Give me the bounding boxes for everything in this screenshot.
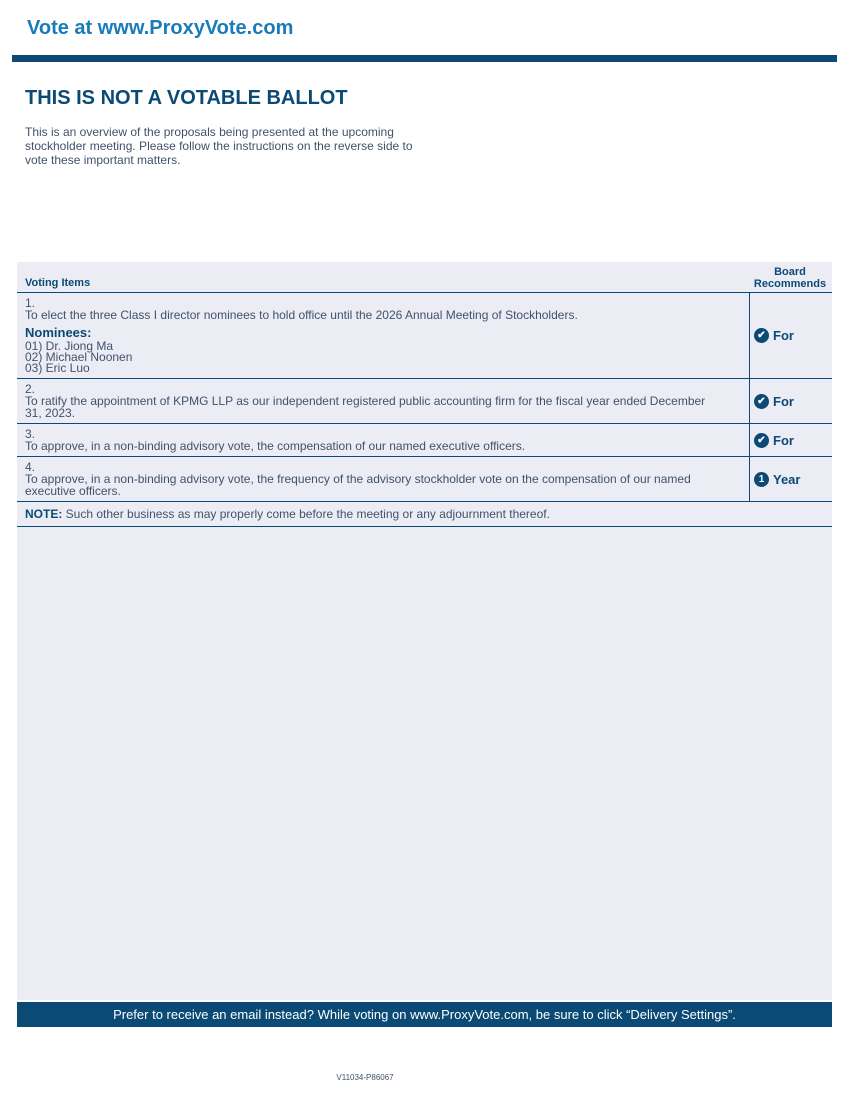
item-text: To elect the three Class I director nominees to hold office until the 2026 Annual Meeting of Stockholders. xyxy=(25,308,578,322)
item-number: 3. xyxy=(25,427,36,441)
voting-items-header: Voting Items xyxy=(25,277,91,289)
number-one-circle-icon: 1 xyxy=(754,472,769,487)
board-recommendation xyxy=(749,293,832,378)
recommendation-label: For xyxy=(773,328,794,343)
board-recommends-header xyxy=(748,266,832,290)
header-divider xyxy=(12,55,837,62)
nominee-3: 03) Eric Luo xyxy=(25,361,90,375)
board-recommendation xyxy=(749,379,832,423)
recommendation-label: For xyxy=(773,393,794,409)
item-number: 1. xyxy=(25,296,36,310)
check-circle-icon: ✔ xyxy=(754,328,769,343)
recommendation-label: For xyxy=(773,432,794,448)
email-delivery-banner xyxy=(17,1002,832,1027)
voting-item-1 xyxy=(17,292,832,378)
nominee-1: 01) Dr. Jiong Ma xyxy=(25,339,114,353)
nominees-label: Nominees: xyxy=(25,325,92,340)
board-recommendation xyxy=(749,457,832,501)
item-text: To ratify the appointment of KPMG LLP as our independent registered public accounting firm for the fiscal year ended December 31, 2023. xyxy=(25,394,706,420)
item-number: 4. xyxy=(25,460,36,474)
item-text: To approve, in a non-binding advisory vote, the frequency of the advisory stockholder vote on the compensation of our named executive officers. xyxy=(25,472,691,498)
board-recommends-line-1: Board xyxy=(774,266,806,278)
nominee-2: 02) Michael Noonen xyxy=(25,350,133,364)
item-number: 2. xyxy=(25,382,36,396)
voting-item-2 xyxy=(17,378,832,423)
page-title: THIS IS NOT A VOTABLE BALLOT xyxy=(25,87,348,109)
check-circle-icon: ✔ xyxy=(754,394,769,409)
proxyvote-link[interactable]: Vote at www.ProxyVote.com xyxy=(27,17,294,39)
board-recommends-line-2: Recommends xyxy=(753,278,827,290)
note-row xyxy=(17,501,832,527)
item-text: To approve, in a non-binding advisory vote, the compensation of our named executive officers. xyxy=(25,439,526,453)
voting-items-panel xyxy=(17,262,832,1000)
check-circle-icon: ✔ xyxy=(754,433,769,448)
note-label: NOTE: xyxy=(25,507,63,521)
document-code: V11034-P86067 xyxy=(336,1073,394,1082)
recommendation-label: Year xyxy=(773,471,801,487)
note-text: Such other business as may properly come before the meeting or any adjournment thereof. xyxy=(62,507,550,521)
voting-item-3 xyxy=(17,423,832,456)
voting-items-list xyxy=(17,292,832,527)
intro-text: This is an overview of the proposals being presented at the upcoming stockholder meeting. Please follow the instructions on the reverse side to vote these important matters. xyxy=(25,125,413,167)
voting-item-4 xyxy=(17,456,832,501)
board-recommendation xyxy=(749,424,832,456)
email-delivery-message: Prefer to receive an email instead? While voting on www.ProxyVote.com, be sure to click “Delivery Settings”. xyxy=(113,1007,736,1022)
